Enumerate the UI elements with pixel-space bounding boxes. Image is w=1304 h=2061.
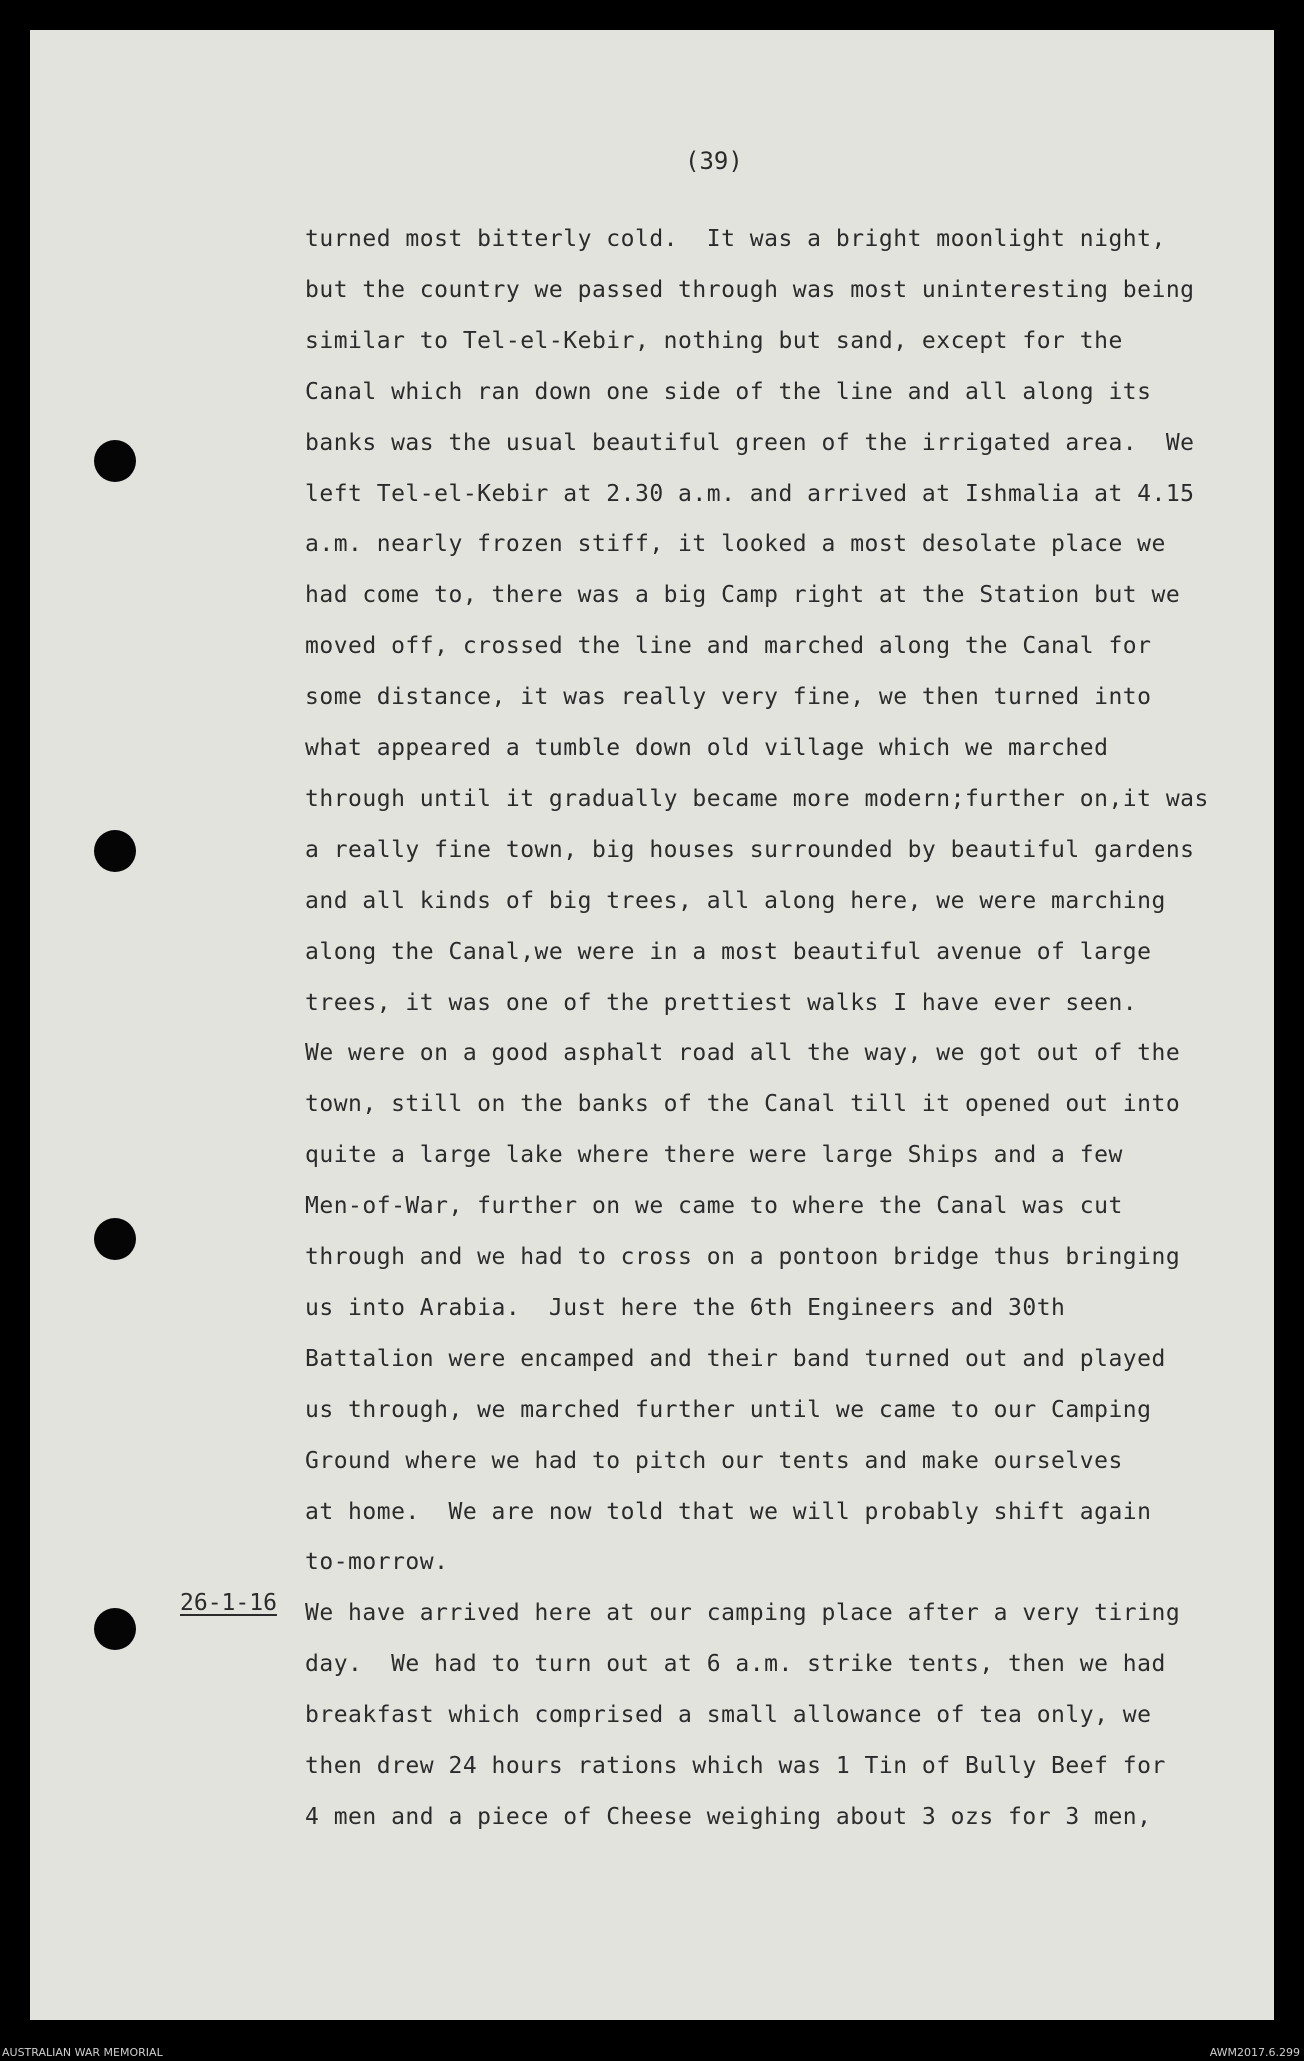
text-line: day. We had to turn out at 6 a.m. strike tents, then we had [305,1651,1166,1678]
text-line: us into Arabia. Just here the 6th Engineers and 30th [305,1294,1066,1321]
text-line: similar to Tel-el-Kebir, nothing but sand, except for the [305,327,1123,354]
text-line: left Tel-el-Kebir at 2.30 a.m. and arrived at Ishmalia at 4.15 [305,480,1195,507]
text-line: banks was the usual beautiful green of the irrigated area. We [305,429,1195,456]
text-line: We have arrived here at our camping place after a very tiring [305,1600,1181,1627]
page-number: (39) [685,147,743,175]
archive-credit: AUSTRALIAN WAR MEMORIAL [2,2046,163,2059]
document-page [30,30,1274,2020]
text-line: Men-of-War, further on we came to where the Canal was cut [305,1193,1123,1220]
text-line: through until it gradually became more modern;further on,it was [305,785,1209,812]
text-line: moved off, crossed the line and marched along the Canal for [305,633,1152,660]
text-line: town, still on the banks of the Canal till it opened out into [305,1091,1181,1118]
text-line: 4 men and a piece of Cheese weighing about 3 ozs for 3 men, [305,1803,1152,1830]
archive-reference: AWM2017.6.299 [1209,2046,1300,2059]
punch-hole [94,1608,136,1650]
text-line: turned most bitterly cold. It was a bright moonlight night, [305,226,1166,252]
punch-hole [94,440,136,482]
text-line: then drew 24 hours rations which was 1 Tin of Bully Beef for [305,1753,1166,1779]
text-line: We were on a good asphalt road all the way, we got out of the [305,1040,1181,1067]
text-line: Battalion were encamped and their band turned out and played [305,1345,1166,1372]
text-line: what appeared a tumble down old village which we marched [305,735,1109,761]
text-line: a.m. nearly frozen stiff, it looked a most desolate place we [305,531,1166,558]
text-line: quite a large lake where there were large Ships and a few [305,1142,1123,1169]
diary-date: 26-1-16 [180,1590,277,1616]
text-line: and all kinds of big trees, all along here, we were marching [305,887,1166,914]
text-line: trees, it was one of the prettiest walks I have ever seen. [305,989,1138,1016]
text-line: to-morrow. [305,1549,449,1576]
text-line: Canal which ran down one side of the line and all along its [305,378,1152,405]
text-line: some distance, it was really very fine, we then turned into [305,684,1152,711]
punch-hole [94,830,136,872]
text-line: Ground where we had to pitch our tents and make ourselves [305,1447,1123,1474]
text-line: through and we had to cross on a pontoon bridge thus bringing [305,1244,1181,1270]
text-line: a really fine town, big houses surrounded by beautiful gardens [305,836,1195,863]
text-line: breakfast which comprised a small allowance of tea only, we [305,1702,1152,1729]
text-line: had come to, there was a big Camp right at the Station but we [305,582,1181,609]
text-line: us through, we marched further until we came to our Camping [305,1396,1152,1423]
text-line: but the country we passed through was most uninteresting being [305,276,1195,303]
punch-hole [94,1218,136,1260]
text-line: at home. We are now told that we will probably shift again [305,1498,1152,1525]
text-line: along the Canal,we were in a most beautiful avenue of large [305,938,1152,965]
